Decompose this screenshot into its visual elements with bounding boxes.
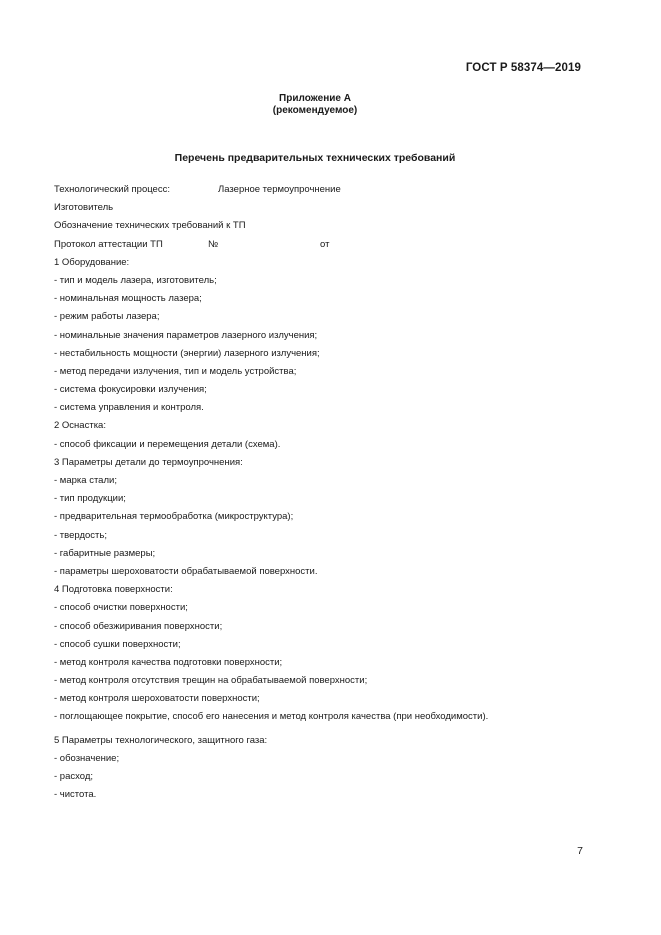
protocol-number-label: № <box>208 238 219 250</box>
list-item: - способ обезжиривания поверхности; <box>54 620 223 632</box>
list-item: - система управления и контроля. <box>54 402 204 414</box>
list-item: - номинальная мощность лазера; <box>54 293 202 305</box>
list-item: 2 Оснастка: <box>54 420 106 432</box>
list-item: - нестабильность мощности (энергии) лазерного излучения; <box>54 347 320 359</box>
list-item: - метод контроля отсутствия трещин на обрабатываемой поверхности; <box>54 675 368 687</box>
list-item: - тип продукции; <box>54 493 126 505</box>
list-item: - способ фиксации и перемещения детали (схема). <box>54 438 281 450</box>
list-item: - предварительная термообработка (микроструктура); <box>54 511 294 523</box>
process-field <box>54 183 594 201</box>
list-item: - способ сушки поверхности; <box>54 638 181 650</box>
requirements-list <box>54 183 594 806</box>
list-item: - номинальные значения параметров лазерного излучения; <box>54 329 318 341</box>
page-number: 7 <box>577 845 583 857</box>
protocol-from-label: от <box>320 238 330 250</box>
list-item: - габаритные размеры; <box>54 547 156 559</box>
list-item: - метод контроля качества подготовки поверхности; <box>54 656 283 668</box>
standard-number: ГОСТ Р 58374—2019 <box>465 62 581 74</box>
appendix-title: Приложение А <box>279 93 351 104</box>
list-item: - обозначение; <box>54 752 120 764</box>
list-item: 3 Параметры детали до термоупрочнения: <box>54 456 243 468</box>
list-item: - метод контроля шероховатости поверхности; <box>54 693 260 705</box>
list-item: - способ очистки поверхности; <box>54 602 188 614</box>
appendix-status: (рекомендуемое) <box>272 105 358 116</box>
manufacturer-label: Изготовитель <box>54 202 114 214</box>
list-item: - параметры шероховатости обрабатываемой поверхности. <box>54 565 318 577</box>
process-value: Лазерное термоупрочнение <box>218 184 341 195</box>
list-item: - расход; <box>54 771 94 782</box>
list-item: - метод передачи излучения, тип и модель устройства; <box>54 365 297 377</box>
list-item: - тип и модель лазера, изготовитель; <box>54 274 217 286</box>
list-item: - система фокусировки излучения; <box>54 384 207 396</box>
list-item: - режим работы лазера; <box>54 311 160 323</box>
document-title: Перечень предварительных технических требований <box>174 152 456 164</box>
list-item: 4 Подготовка поверхности: <box>54 584 173 596</box>
list-item: - поглощающее покрытие, способ его нанесения и метод контроля качества (при необходимости). <box>54 711 489 723</box>
list-item: 1 Оборудование: <box>54 256 130 268</box>
list-item: 5 Параметры технологического, защитного газа: <box>54 734 268 746</box>
list-item: - твердость; <box>54 529 107 541</box>
appendix-heading <box>0 93 630 117</box>
protocol-field <box>54 238 594 256</box>
protocol-label: Протокол аттестации ТП <box>54 238 163 250</box>
list-item: - чистота. <box>54 789 97 801</box>
list-item: - марка стали; <box>54 475 117 486</box>
process-label: Технологический процесс: <box>54 184 170 195</box>
designation-label: Обозначение технических требований к ТП <box>54 220 246 232</box>
